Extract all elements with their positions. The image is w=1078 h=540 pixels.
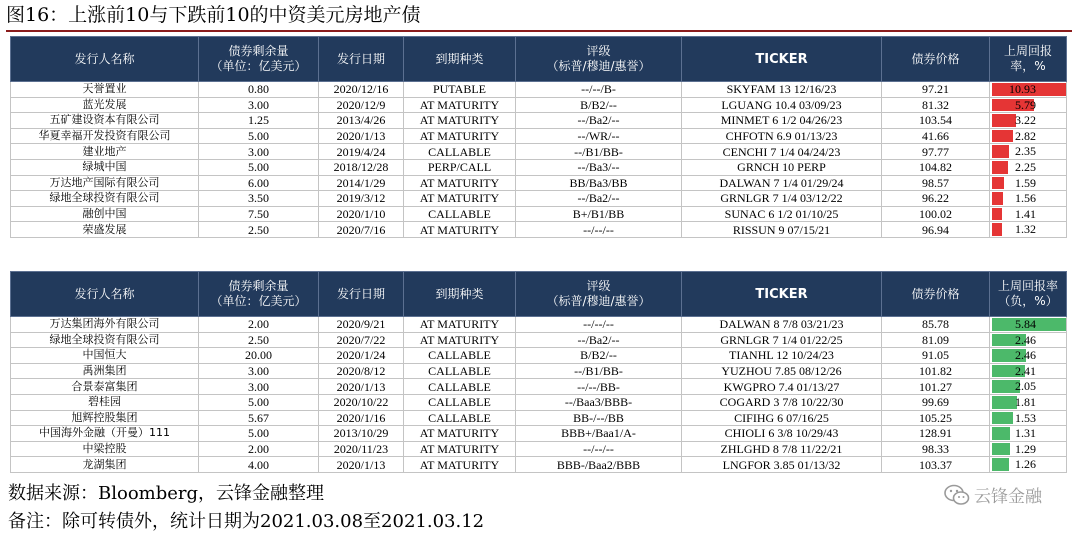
return-value: 2.05	[1015, 379, 1036, 394]
issuer-cell: 万达地产国际有限公司	[11, 175, 199, 191]
rating-cell: B+/B1/BB	[516, 206, 682, 222]
return-cell	[990, 426, 1067, 442]
column-header: 发行日期	[319, 272, 404, 317]
return-value: 5.79	[1015, 97, 1036, 112]
column-header: 发行人名称	[11, 37, 199, 82]
outstanding-cell: 2.50	[199, 222, 319, 238]
return-cell	[990, 159, 1067, 175]
price-cell: 97.77	[882, 144, 990, 160]
return-cell	[990, 191, 1067, 207]
issue-date-cell: 2019/3/12	[319, 191, 404, 207]
ticker-cell: SKYFAM 13 12/16/23	[682, 82, 882, 98]
table-row	[11, 379, 1067, 395]
price-cell: 100.02	[882, 206, 990, 222]
rating-cell: --/Ba2/--	[516, 332, 682, 348]
return-value: 2.46	[1015, 332, 1036, 347]
maturity-type-cell: CALLABLE	[404, 348, 516, 364]
return-value: 5.84	[1015, 317, 1036, 331]
outstanding-cell: 3.50	[199, 191, 319, 207]
rating-cell: --/WR/--	[516, 128, 682, 144]
issue-date-cell: 2013/10/29	[319, 426, 404, 442]
top-decliners-table	[10, 36, 1067, 238]
return-cell	[990, 97, 1067, 113]
issuer-cell: 荣盛发展	[11, 222, 199, 238]
issuer-cell: 天誉置业	[11, 82, 199, 98]
return-value: 1.31	[1015, 426, 1036, 441]
column-header: 发行日期	[319, 37, 404, 82]
issuer-cell: 旭辉控股集团	[11, 410, 199, 426]
rating-cell: --/--/--	[516, 222, 682, 238]
rating-cell: --/--/--	[516, 317, 682, 333]
return-bar	[992, 458, 1009, 471]
table-row	[11, 206, 1067, 222]
price-cell: 99.69	[882, 394, 990, 410]
table-row	[11, 159, 1067, 175]
table-row	[11, 410, 1067, 426]
return-cell	[990, 394, 1067, 410]
return-cell	[990, 128, 1067, 144]
column-header: TICKER	[682, 272, 882, 317]
return-value: 10.93	[1009, 82, 1036, 96]
ticker-cell: CHFOTN 6.9 01/13/23	[682, 128, 882, 144]
maturity-type-cell: CALLABLE	[404, 206, 516, 222]
outstanding-cell: 20.00	[199, 348, 319, 364]
price-cell: 98.57	[882, 175, 990, 191]
column-header: 债券剩余量 （单位：亿美元）	[199, 37, 319, 82]
price-cell: 101.27	[882, 379, 990, 395]
price-cell: 98.33	[882, 441, 990, 457]
price-cell: 104.82	[882, 159, 990, 175]
return-cell	[990, 82, 1067, 98]
issuer-cell: 绿地全球投资有限公司	[11, 191, 199, 207]
maturity-type-cell: AT MATURITY	[404, 191, 516, 207]
price-cell: 128.91	[882, 426, 990, 442]
return-bar	[992, 427, 1010, 440]
issuer-cell: 龙湖集团	[11, 457, 199, 473]
price-cell: 96.22	[882, 191, 990, 207]
column-header: TICKER	[682, 37, 882, 82]
rating-cell: --/Baa3/BBB-	[516, 394, 682, 410]
rating-cell: B/B2/--	[516, 348, 682, 364]
issuer-cell: 建业地产	[11, 144, 199, 160]
issue-date-cell: 2020/7/22	[319, 332, 404, 348]
return-bar	[992, 192, 1003, 205]
ticker-cell: LNGFOR 3.85 01/13/32	[682, 457, 882, 473]
return-value: 1.53	[1015, 410, 1036, 425]
return-value: 2.25	[1015, 159, 1036, 174]
ticker-cell: LGUANG 10.4 03/09/23	[682, 97, 882, 113]
return-value: 1.81	[1015, 394, 1036, 409]
outstanding-cell: 6.00	[199, 175, 319, 191]
rating-cell: --/Ba2/--	[516, 113, 682, 129]
price-cell: 101.82	[882, 363, 990, 379]
issue-date-cell: 2013/4/26	[319, 113, 404, 129]
maturity-type-cell: AT MATURITY	[404, 441, 516, 457]
maturity-type-cell: PUTABLE	[404, 82, 516, 98]
ticker-cell: TIANHL 12 10/24/23	[682, 348, 882, 364]
return-value: 1.59	[1015, 175, 1036, 190]
issue-date-cell: 2020/11/23	[319, 441, 404, 457]
issuer-cell: 华夏幸福开发投资有限公司	[11, 128, 199, 144]
rating-cell: --/--/B-	[516, 82, 682, 98]
table-row	[11, 426, 1067, 442]
maturity-type-cell: CALLABLE	[404, 410, 516, 426]
table-row	[11, 363, 1067, 379]
remark-note: 备注：除可转债外，统计日期为2021.03.08至2021.03.12	[8, 511, 485, 532]
table-row	[11, 191, 1067, 207]
price-cell: 97.21	[882, 82, 990, 98]
rating-cell: --/Ba3/--	[516, 159, 682, 175]
price-cell: 103.37	[882, 457, 990, 473]
ticker-cell: GRNCH 10 PERP	[682, 159, 882, 175]
maturity-type-cell: CALLABLE	[404, 144, 516, 160]
outstanding-cell: 5.00	[199, 426, 319, 442]
outstanding-cell: 2.00	[199, 317, 319, 333]
issue-date-cell: 2019/4/24	[319, 144, 404, 160]
maturity-type-cell: CALLABLE	[404, 363, 516, 379]
return-value: 1.56	[1015, 191, 1036, 206]
ticker-cell: DALWAN 7 1/4 01/29/24	[682, 175, 882, 191]
ticker-cell: CENCHI 7 1/4 04/24/23	[682, 144, 882, 160]
issuer-cell: 中梁控股	[11, 441, 199, 457]
return-bar	[992, 145, 1009, 158]
column-header: 债券价格	[882, 37, 990, 82]
ticker-cell: KWGPRO 7.4 01/13/27	[682, 379, 882, 395]
figure-title: 图16：上涨前10与下跌前10的中资美元房地产债	[6, 2, 1072, 32]
watermark	[944, 482, 1042, 507]
outstanding-cell: 2.00	[199, 441, 319, 457]
issuer-cell: 禹洲集团	[11, 363, 199, 379]
issuer-cell: 蓝光发展	[11, 97, 199, 113]
return-value: 2.35	[1015, 144, 1036, 159]
outstanding-cell: 3.00	[199, 379, 319, 395]
table-row	[11, 113, 1067, 129]
return-value: 1.32	[1015, 222, 1036, 237]
price-cell: 41.66	[882, 128, 990, 144]
rating-cell: BBB-/Baa2/BBB	[516, 457, 682, 473]
table-row	[11, 97, 1067, 113]
maturity-type-cell: AT MATURITY	[404, 222, 516, 238]
table-row	[11, 317, 1067, 333]
return-value: 1.29	[1015, 441, 1036, 456]
maturity-type-cell: AT MATURITY	[404, 175, 516, 191]
ticker-cell: YUZHOU 7.85 08/12/26	[682, 363, 882, 379]
ticker-cell: DALWAN 8 7/8 03/21/23	[682, 317, 882, 333]
table-row	[11, 457, 1067, 473]
table-row	[11, 175, 1067, 191]
column-header: 发行人名称	[11, 272, 199, 317]
return-cell	[990, 317, 1067, 333]
return-cell	[990, 441, 1067, 457]
rating-cell: BB-/--/BB	[516, 410, 682, 426]
column-header: 上周回报 率，%	[990, 37, 1067, 82]
issuer-cell: 合景泰富集团	[11, 379, 199, 395]
issuer-cell: 绿地全球投资有限公司	[11, 332, 199, 348]
outstanding-cell: 5.00	[199, 159, 319, 175]
issue-date-cell: 2020/1/13	[319, 128, 404, 144]
issuer-cell: 碧桂园	[11, 394, 199, 410]
return-bar	[992, 114, 1016, 127]
issue-date-cell: 2014/1/29	[319, 175, 404, 191]
issue-date-cell: 2020/10/22	[319, 394, 404, 410]
return-cell	[990, 206, 1067, 222]
return-cell	[990, 363, 1067, 379]
column-header: 上周回报率 （负，%）	[990, 272, 1067, 317]
return-bar	[992, 412, 1013, 425]
ticker-cell: SUNAC 6 1/2 01/10/25	[682, 206, 882, 222]
table-body	[11, 82, 1067, 238]
maturity-type-cell: AT MATURITY	[404, 426, 516, 442]
return-cell	[990, 379, 1067, 395]
table-row	[11, 144, 1067, 160]
return-value: 2.41	[1015, 363, 1036, 378]
table-row	[11, 394, 1067, 410]
table-row	[11, 348, 1067, 364]
watermark-text: 云锋金融	[974, 487, 1042, 507]
outstanding-cell: 1.25	[199, 113, 319, 129]
wechat-icon	[944, 484, 970, 506]
maturity-type-cell: CALLABLE	[404, 394, 516, 410]
table-row	[11, 222, 1067, 238]
rating-cell: --/--/BB-	[516, 379, 682, 395]
return-value: 2.82	[1015, 128, 1036, 143]
rating-cell: B/B2/--	[516, 97, 682, 113]
table-row	[11, 441, 1067, 457]
maturity-type-cell: PERP/CALL	[404, 159, 516, 175]
maturity-type-cell: CALLABLE	[404, 379, 516, 395]
maturity-type-cell: AT MATURITY	[404, 457, 516, 473]
maturity-type-cell: AT MATURITY	[404, 317, 516, 333]
column-header: 评级 （标普/穆迪/惠誉）	[516, 272, 682, 317]
issuer-cell: 绿城中国	[11, 159, 199, 175]
table-header-row	[11, 37, 1067, 82]
outstanding-cell: 5.00	[199, 128, 319, 144]
issue-date-cell: 2020/1/13	[319, 379, 404, 395]
outstanding-cell: 5.67	[199, 410, 319, 426]
issue-date-cell: 2018/12/28	[319, 159, 404, 175]
return-cell	[990, 222, 1067, 238]
issue-date-cell: 2020/8/12	[319, 363, 404, 379]
maturity-type-cell: AT MATURITY	[404, 332, 516, 348]
return-cell	[990, 144, 1067, 160]
column-header: 债券剩余量 （单位：亿美元）	[199, 272, 319, 317]
return-bar	[992, 177, 1004, 190]
issue-date-cell: 2020/12/9	[319, 97, 404, 113]
ticker-cell: ZHLGHD 8 7/8 11/22/21	[682, 441, 882, 457]
price-cell: 103.54	[882, 113, 990, 129]
rating-cell: --/B1/BB-	[516, 144, 682, 160]
maturity-type-cell: AT MATURITY	[404, 128, 516, 144]
price-cell: 81.32	[882, 97, 990, 113]
return-value: 1.26	[1015, 457, 1036, 472]
table-header-row	[11, 272, 1067, 317]
column-header: 到期种类	[404, 272, 516, 317]
rating-cell: --/--/--	[516, 441, 682, 457]
table-body	[11, 317, 1067, 473]
price-cell: 85.78	[882, 317, 990, 333]
outstanding-cell: 0.80	[199, 82, 319, 98]
issue-date-cell: 2020/9/21	[319, 317, 404, 333]
issue-date-cell: 2020/7/16	[319, 222, 404, 238]
outstanding-cell: 3.00	[199, 97, 319, 113]
top-gainers-table	[10, 271, 1067, 473]
issue-date-cell: 2020/1/16	[319, 410, 404, 426]
return-value: 3.22	[1015, 113, 1036, 128]
issue-date-cell: 2020/1/13	[319, 457, 404, 473]
return-cell	[990, 332, 1067, 348]
column-header: 债券价格	[882, 272, 990, 317]
rating-cell: --/B1/BB-	[516, 363, 682, 379]
issue-date-cell: 2020/1/10	[319, 206, 404, 222]
table-row	[11, 332, 1067, 348]
outstanding-cell: 4.00	[199, 457, 319, 473]
price-cell: 105.25	[882, 410, 990, 426]
return-value: 2.46	[1015, 348, 1036, 363]
issuer-cell: 中国海外金融（开曼）111	[11, 426, 199, 442]
return-bar	[992, 223, 1002, 236]
price-cell: 91.05	[882, 348, 990, 364]
column-header: 到期种类	[404, 37, 516, 82]
rating-cell: BB/Ba3/BB	[516, 175, 682, 191]
return-cell	[990, 175, 1067, 191]
rating-cell: --/Ba2/--	[516, 191, 682, 207]
column-header: 评级 （标普/穆迪/惠誉）	[516, 37, 682, 82]
return-bar	[992, 443, 1010, 456]
return-bar	[992, 396, 1017, 409]
outstanding-cell: 3.00	[199, 144, 319, 160]
issue-date-cell: 2020/1/24	[319, 348, 404, 364]
ticker-cell: RISSUN 9 07/15/21	[682, 222, 882, 238]
outstanding-cell: 2.50	[199, 332, 319, 348]
outstanding-cell: 3.00	[199, 363, 319, 379]
issue-date-cell: 2020/12/16	[319, 82, 404, 98]
return-cell	[990, 348, 1067, 364]
return-bar	[992, 130, 1013, 143]
table-row	[11, 128, 1067, 144]
maturity-type-cell: AT MATURITY	[404, 113, 516, 129]
ticker-cell: CHIOLI 6 3/8 10/29/43	[682, 426, 882, 442]
return-bar	[992, 208, 1002, 221]
return-cell	[990, 457, 1067, 473]
ticker-cell: COGARD 3 7/8 10/22/30	[682, 394, 882, 410]
issuer-cell: 中国恒大	[11, 348, 199, 364]
outstanding-cell: 5.00	[199, 394, 319, 410]
rating-cell: BBB+/Baa1/A-	[516, 426, 682, 442]
issuer-cell: 万达集团海外有限公司	[11, 317, 199, 333]
ticker-cell: GRNLGR 7 1/4 01/22/25	[682, 332, 882, 348]
table-row	[11, 82, 1067, 98]
ticker-cell: GRNLGR 7 1/4 03/12/22	[682, 191, 882, 207]
maturity-type-cell: AT MATURITY	[404, 97, 516, 113]
ticker-cell: MINMET 6 1/2 04/26/23	[682, 113, 882, 129]
price-cell: 96.94	[882, 222, 990, 238]
ticker-cell: CIFIHG 6 07/16/25	[682, 410, 882, 426]
issuer-cell: 融创中国	[11, 206, 199, 222]
issuer-cell: 五矿建设资本有限公司	[11, 113, 199, 129]
price-cell: 81.09	[882, 332, 990, 348]
outstanding-cell: 7.50	[199, 206, 319, 222]
return-bar	[992, 161, 1008, 174]
return-cell	[990, 113, 1067, 129]
return-value: 1.41	[1015, 206, 1036, 221]
data-source-note: 数据来源：Bloomberg，云锋金融整理	[8, 483, 325, 504]
return-cell	[990, 410, 1067, 426]
